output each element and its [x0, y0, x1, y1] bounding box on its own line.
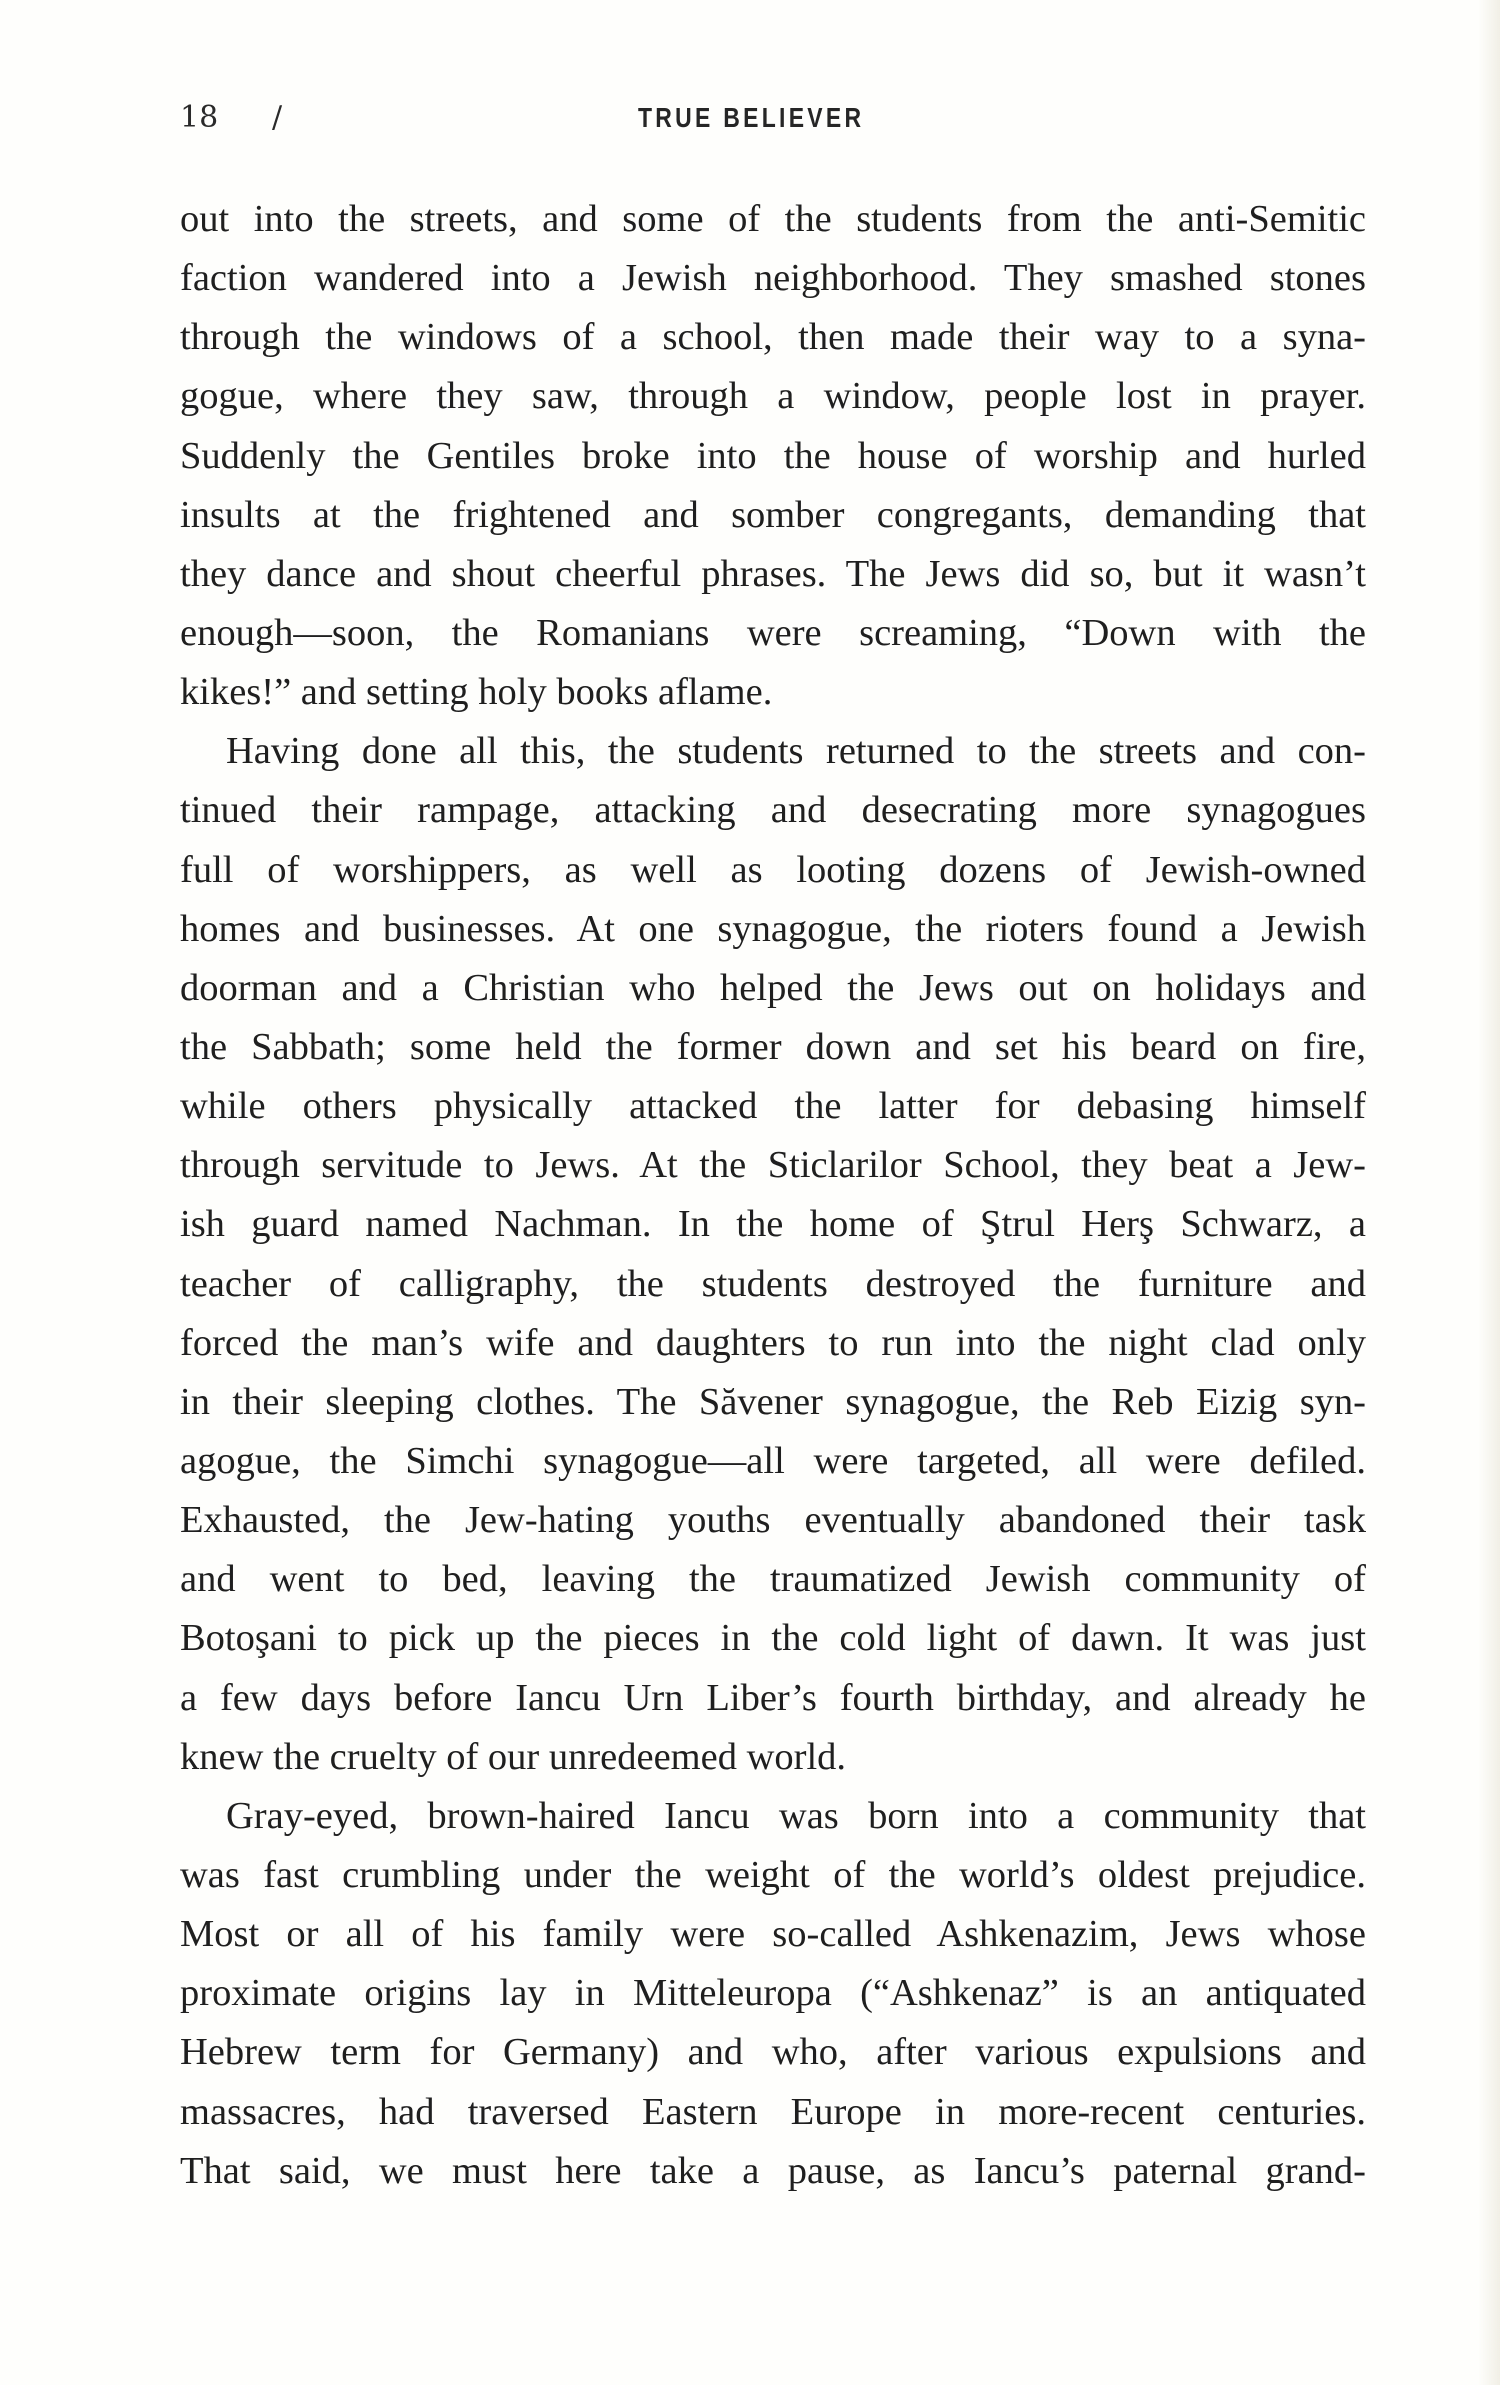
running-header	[180, 100, 1366, 144]
text-line: faction wandered into a Jewish neighborhood. They smashed stones	[180, 257, 1366, 300]
text-line: enough—soon, the Romanians were screaming, “Down with the	[180, 611, 1366, 654]
text-line: Exhausted, the Jew-hating youths eventually abandoned their task	[180, 1499, 1366, 1542]
text-line: through servitude to Jews. At the Sticlarilor School, they beat a Jew-	[180, 1144, 1366, 1187]
text-line: in their sleeping clothes. The Săvener synagogue, the Reb Eizig syn-	[180, 1380, 1366, 1423]
paragraph	[180, 722, 1366, 1787]
text-line: Having done all this, the students returned to the streets and con-	[226, 730, 1366, 773]
body-text	[180, 190, 1366, 2201]
text-line: agogue, the Simchi synagogue—all were targeted, all were defiled.	[180, 1439, 1366, 1482]
text-line: Gray-eyed, brown-haired Iancu was born into a community that	[226, 1794, 1366, 1837]
header-separator: /	[272, 100, 283, 135]
running-title: TRUE BELIEVER	[638, 102, 865, 133]
text-line: through the windows of a school, then made their way to a syna-	[180, 316, 1366, 359]
paragraph	[180, 190, 1366, 722]
text-line: the Sabbath; some held the former down and set his beard on fire,	[180, 1025, 1366, 1068]
page-edge-shadow	[1478, 0, 1500, 2385]
paragraph	[180, 1787, 1366, 2201]
text-line: knew the cruelty of our unredeemed world.	[180, 1735, 847, 1778]
text-line: Botoşani to pick up the pieces in the cold light of dawn. It was just	[180, 1617, 1366, 1660]
text-line: homes and businesses. At one synagogue, the rioters found a Jewish	[180, 907, 1366, 950]
page-number: 18	[180, 100, 219, 135]
text-line: forced the man’s wife and daughters to run into the night clad only	[180, 1321, 1366, 1364]
text-line: Most or all of his family were so-called Ashkenazim, Jews whose	[180, 1913, 1366, 1956]
text-line: kikes!” and setting holy books aflame.	[180, 671, 773, 714]
text-line: a few days before Iancu Urn Liber’s fourth birthday, and already he	[180, 1676, 1366, 1719]
text-line: out into the streets, and some of the students from the anti-Semitic	[180, 198, 1366, 240]
text-line: massacres, had traversed Eastern Europe in more-recent centuries.	[180, 2090, 1366, 2133]
text-line: while others physically attacked the latter for debasing himself	[180, 1085, 1366, 1128]
text-line: was fast crumbling under the weight of the world’s oldest prejudice.	[180, 1853, 1366, 1896]
text-line: Suddenly the Gentiles broke into the house of worship and hurled	[180, 434, 1366, 477]
text-line: That said, we must here take a pause, as Iancu’s paternal grand-	[180, 2149, 1366, 2192]
text-line: doorman and a Christian who helped the Jews out on holidays and	[180, 966, 1366, 1009]
text-line: teacher of calligraphy, the students destroyed the furniture and	[180, 1262, 1366, 1305]
text-line: ish guard named Nachman. In the home of Ştrul Herş Schwarz, a	[180, 1203, 1366, 1246]
text-line: gogue, where they saw, through a window, people lost in prayer.	[180, 375, 1366, 418]
text-line: they dance and shout cheerful phrases. The Jews did so, but it wasn’t	[180, 552, 1366, 595]
text-line: tinued their rampage, attacking and desecrating more synagogues	[180, 789, 1366, 832]
text-line: and went to bed, leaving the traumatized Jewish community of	[180, 1558, 1366, 1601]
text-line: proximate origins lay in Mitteleuropa (“Ashkenaz” is an antiquated	[180, 1972, 1366, 2015]
text-line: Hebrew term for Germany) and who, after various expulsions and	[180, 2031, 1366, 2074]
text-line: insults at the frightened and somber congregants, demanding that	[180, 493, 1366, 536]
text-line: full of worshippers, as well as looting dozens of Jewish-owned	[180, 848, 1366, 891]
